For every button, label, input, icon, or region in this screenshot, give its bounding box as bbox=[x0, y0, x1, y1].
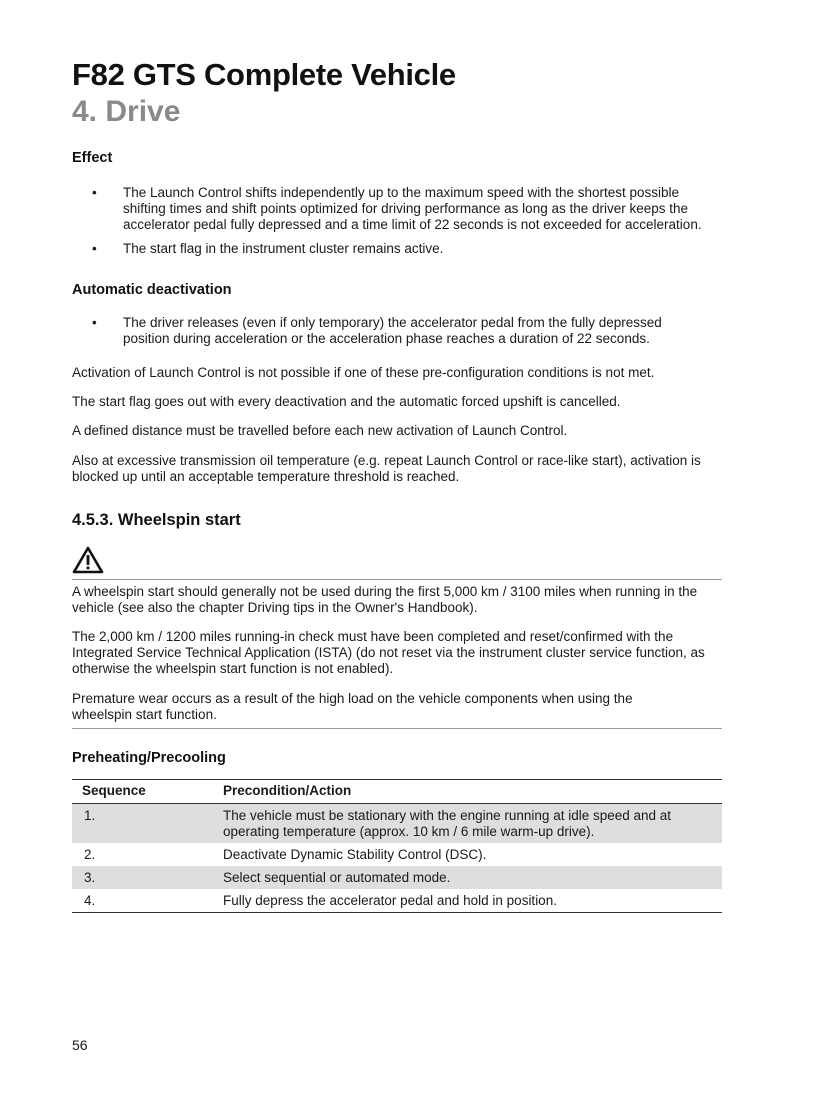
sequence-cell: 1. bbox=[72, 804, 223, 844]
bullet-glyph: • bbox=[92, 185, 97, 200]
warning-paragraph: The 2,000 km / 1200 miles running-in check must have been completed and reset/confirmed with the Integrated Service Technical Application (ISTA) (do not reset via the instrument cluster service function, as otherwise the wheelspin start function is not enabled). bbox=[72, 629, 705, 676]
chapter-title: 4. Drive bbox=[72, 95, 181, 128]
warning-top-rule bbox=[72, 579, 722, 580]
bullet-glyph: • bbox=[92, 315, 97, 330]
warning-bottom-rule bbox=[72, 728, 722, 729]
table-header-row bbox=[72, 780, 722, 804]
document-page bbox=[72, 56, 722, 913]
warning-triangle-icon bbox=[72, 546, 104, 574]
action-cell: The vehicle must be stationary with the engine running at idle speed and at operating temperature (approx. 10 km / 6 mile warm-up drive). bbox=[223, 804, 722, 844]
page-number: 56 bbox=[72, 1037, 88, 1053]
action-cell: Select sequential or automated mode. bbox=[223, 866, 722, 889]
sequence-cell: 4. bbox=[72, 889, 223, 913]
list-item: • The driver releases (even if only temporary) the accelerator pedal from the fully depressed position during acceleration or the acceleration phase reaches a duration of 22 seconds. bbox=[92, 315, 662, 346]
column-header-sequence: Sequence bbox=[72, 780, 223, 804]
column-header-action: Precondition/Action bbox=[223, 780, 722, 804]
sequence-cell: 3. bbox=[72, 866, 223, 889]
paragraph: Also at excessive transmission oil temperature (e.g. repeat Launch Control or race-like start), activation is blocked up until an acceptable temperature threshold is reached. bbox=[72, 453, 701, 484]
paragraph: The start flag goes out with every deactivation and the automatic forced upshift is cancelled. bbox=[72, 394, 621, 409]
paragraph: Activation of Launch Control is not possible if one of these pre-configuration conditions is not met. bbox=[72, 365, 655, 380]
preheating-heading: Preheating/Precooling bbox=[72, 750, 226, 766]
section-heading-wheelspin: 4.5.3. Wheelspin start bbox=[72, 511, 241, 529]
warning-paragraph: Premature wear occurs as a result of the high load on the vehicle components when using the wheelspin start function. bbox=[72, 691, 633, 722]
paragraph: A defined distance must be travelled before each new activation of Launch Control. bbox=[72, 423, 568, 438]
sequence-cell: 2. bbox=[84, 847, 96, 862]
deactivation-list bbox=[72, 315, 722, 347]
table-row bbox=[72, 843, 722, 866]
bullet-glyph: • bbox=[92, 241, 97, 256]
sequence-table bbox=[72, 780, 722, 913]
table-row bbox=[72, 804, 722, 844]
warning-paragraph: A wheelspin start should generally not be used during the first 5,000 km / 3100 miles when running in the vehicle (see also the chapter Driving tips in the Owner's Handbook). bbox=[72, 584, 698, 615]
action-cell: Deactivate Dynamic Stability Control (DSC). bbox=[223, 847, 487, 862]
table-row bbox=[72, 889, 722, 913]
automatic-deactivation-heading: Automatic deactivation bbox=[72, 282, 232, 298]
list-item: • The Launch Control shifts independently up to the maximum speed with the shortest possible shifting times and shift points optimized for driving performance as long as the driver keeps the accelerator pedal fully depressed and a time limit of 22 seconds is not exceeded for acceleration. bbox=[92, 185, 702, 232]
effect-list bbox=[72, 185, 722, 257]
list-item: • The start flag in the instrument cluster remains active. bbox=[92, 241, 444, 256]
document-title: F82 GTS Complete Vehicle bbox=[72, 57, 456, 92]
effect-heading: Effect bbox=[72, 150, 113, 166]
table-row bbox=[72, 866, 722, 889]
action-cell: Fully depress the accelerator pedal and hold in position. bbox=[223, 889, 722, 913]
